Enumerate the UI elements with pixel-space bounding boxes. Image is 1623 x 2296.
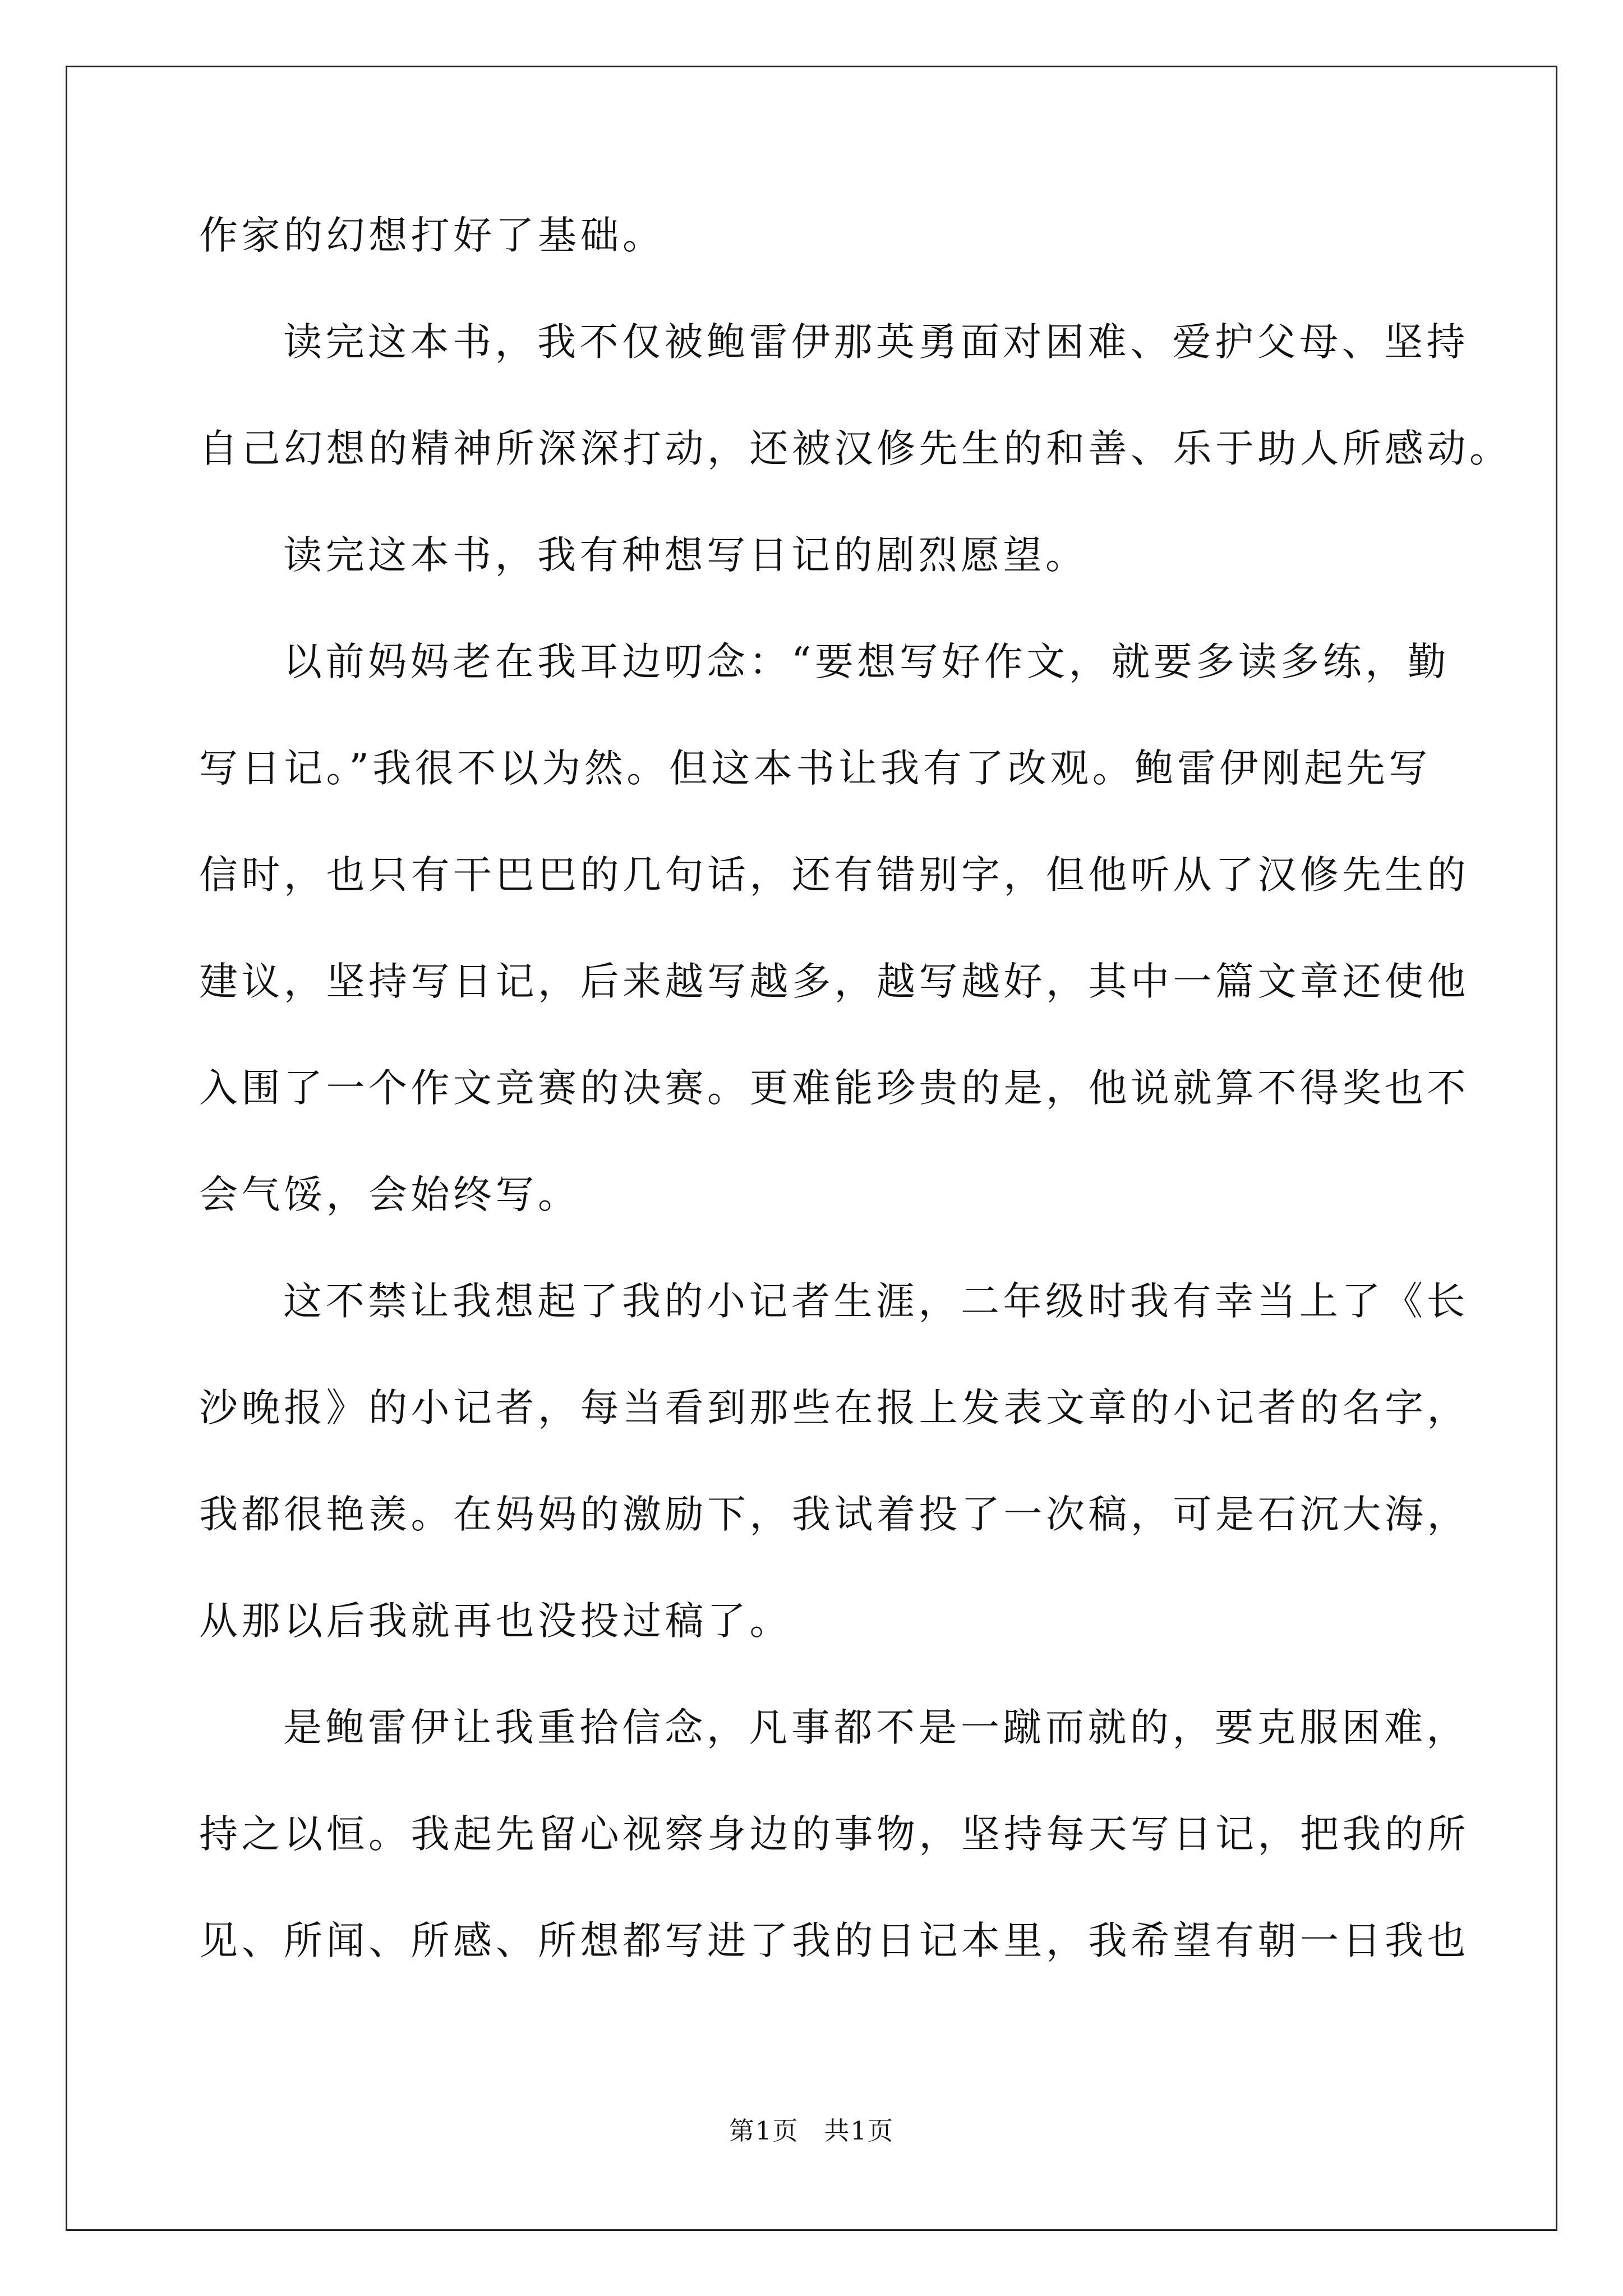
- text-line: 这不禁让我想起了我的小记者生涯，二年级时我有幸当上了《长: [283, 1279, 1469, 1324]
- text-line: 作家的幻想打好了基础。: [199, 213, 665, 258]
- text-line: 读完这本书，我不仅被鲍雷伊那英勇面对困难、爱护父母、坚持: [283, 320, 1469, 365]
- text-line: 会气馁，会始终写。: [199, 1172, 580, 1217]
- text-line: 读完这本书，我有种想写日记的剧烈愿望。: [283, 533, 1088, 578]
- page-number: 第1页: [728, 2116, 799, 2146]
- text-line: 我都很艳羡。在妈妈的激励下，我试着投了一次稿，可是石沉大海，: [199, 1492, 1469, 1537]
- document-body: [199, 208, 1512, 2019]
- text-line: 入围了一个作文竞赛的决赛。更难能珍贵的是，他说就算不得奖也不: [199, 1066, 1469, 1111]
- page-total: 共1页: [824, 2116, 895, 2146]
- text-line: 是鲍雷伊让我重拾信念，凡事都不是一蹴而就的，要克服困难，: [283, 1705, 1469, 1750]
- text-line: 以前妈妈老在我耳边叨念：“要想写好作文，就要多读多练，勤: [283, 639, 1450, 684]
- text-line: 沙晚报》的小记者，每当看到那些在报上发表文章的小记者的名字，: [199, 1386, 1469, 1430]
- text-line: 建议，坚持写日记，后来越写越多，越写越好，其中一篇文章还使他: [199, 959, 1469, 1004]
- page-footer: [0, 2110, 1623, 2147]
- text-line: 写日记。”我很不以为然。但这本书让我有了改观。鲍雷伊刚起先写: [199, 746, 1431, 791]
- text-line: 自己幻想的精神所深深打动，还被汉修先生的和善、乐于助人所感动。: [199, 426, 1512, 471]
- text-line: 持之以恒。我起先留心视察身边的事物，坚持每天写日记，把我的所: [199, 1812, 1469, 1857]
- text-line: 见、所闻、所感、所想都写进了我的日记本里，我希望有朝一日我也: [199, 1918, 1469, 1963]
- text-line: 从那以后我就再也没投过稿了。: [199, 1599, 792, 1644]
- text-line: 信时，也只有干巴巴的几句话，还有错别字，但他听从了汉修先生的: [199, 853, 1469, 898]
